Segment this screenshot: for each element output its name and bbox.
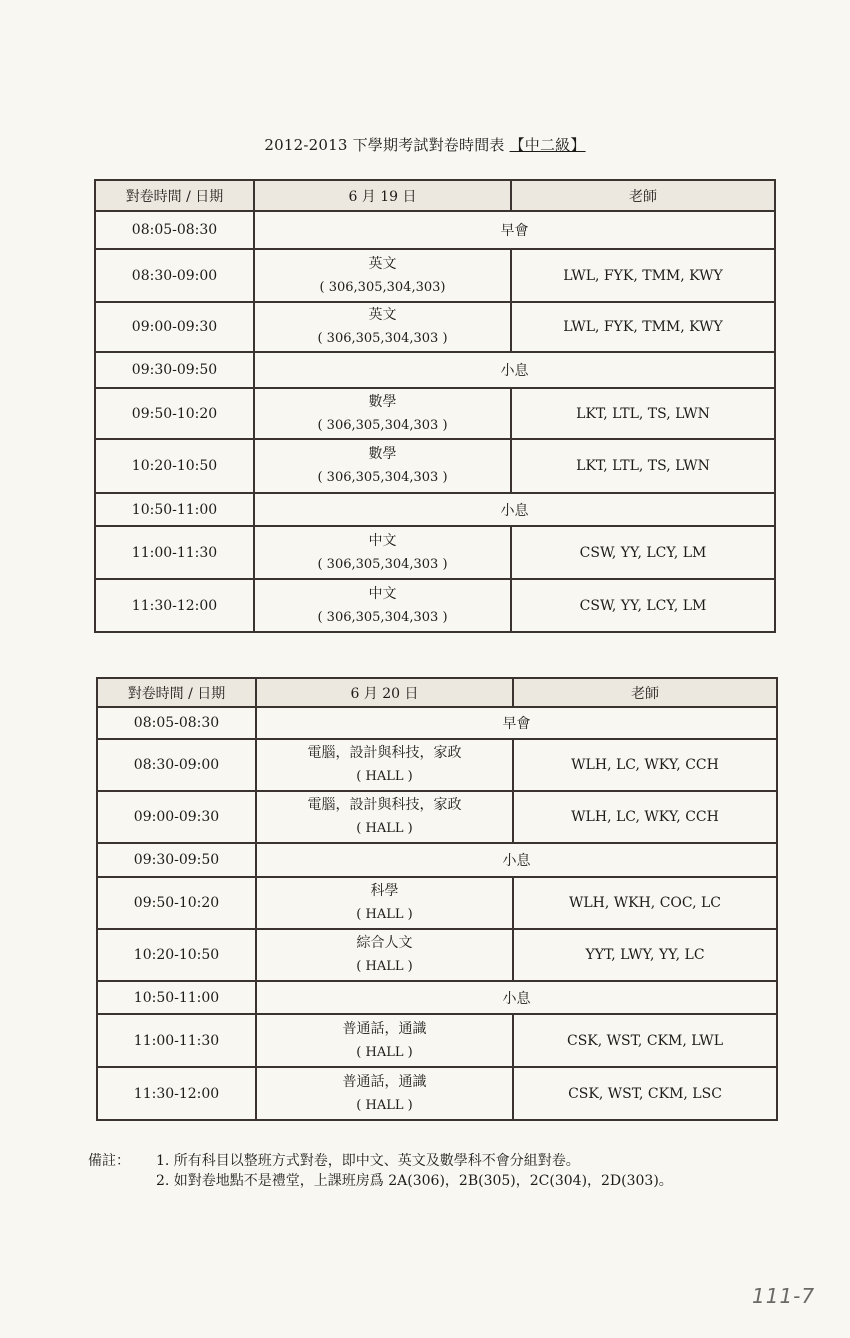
table-row [97,877,777,929]
table-row [97,707,777,739]
table-row [97,1067,777,1120]
handwritten-page-number: 111-7 [752,1284,816,1308]
break-cell: 早會 [254,211,775,249]
schedule-table-day2 [96,677,778,1121]
teacher-cell: LKT, LTL, TS, LWN [511,439,775,493]
table-header-row [97,678,777,707]
schedule-table-day1 [94,179,776,633]
subject-room: ( HALL ) [356,769,413,784]
subject-name: 電腦，設計與科技，家政 [307,745,462,761]
break-cell: 小息 [256,981,777,1014]
time-cell: 10:50-11:00 [97,981,256,1014]
subject-name: 綜合人文 [356,935,413,951]
subject-room: ( HALL ) [356,1097,413,1113]
teacher-cell: CSK, WST, CKM, LSC [513,1067,777,1120]
teacher-cell: WLH, LC, WKY, CCH [513,791,777,843]
time-cell: 08:30-09:00 [95,249,254,302]
table-row [95,439,775,493]
table-row [97,929,777,981]
table-row [95,249,775,302]
table-row [97,843,777,877]
break-cell: 小息 [256,843,777,877]
time-cell: 11:30-12:00 [95,579,254,632]
header-date: 6 月 20 日 [256,678,513,707]
header-time-date: 對卷時間 / 日期 [97,678,256,707]
subject-cell [256,1014,513,1067]
subject-name: 普通話，通識 [342,1073,427,1090]
break-cell: 小息 [254,493,775,526]
table-row [95,526,775,579]
table-row [97,981,777,1014]
teacher-cell: WLH, LC, WKY, CCH [513,739,777,791]
teacher-cell: CSW, YY, LCY, LM [511,579,775,632]
subject-name: 數學 [368,446,397,462]
notes-label: 備註： [88,1153,130,1169]
teacher-cell: YYT, LWY, YY, LC [513,929,777,981]
table-row [95,211,775,249]
subject-room: ( HALL ) [356,821,413,836]
time-cell: 08:30-09:00 [97,739,256,791]
subject-cell [256,877,513,929]
subject-room: ( 306,305,304,303 ) [317,556,448,572]
subject-name: 科學 [370,883,399,899]
time-cell: 09:30-09:50 [95,352,254,388]
subject-cell [254,439,511,493]
table-row [95,388,775,439]
subject-name: 中文 [368,585,397,602]
subject-name: 電腦，設計與科技，家政 [307,797,462,813]
subject-room: ( 306,305,304,303 ) [317,417,448,433]
table-row [97,791,777,843]
subject-name: 中文 [368,532,397,549]
teacher-cell: WLH, WKH, COC, LC [513,877,777,929]
table-row [95,302,775,352]
subject-cell [254,249,511,302]
table-row [95,493,775,526]
time-cell: 08:05-08:30 [95,211,254,249]
subject-name: 英文 [368,255,397,272]
subject-name: 英文 [368,307,397,323]
subject-cell [256,739,513,791]
time-cell: 11:00-11:30 [95,526,254,579]
teacher-cell: CSK, WST, CKM, LWL [513,1014,777,1067]
header-date: 6 月 19 日 [254,180,511,211]
teacher-cell: CSW, YY, LCY, LM [511,526,775,579]
subject-name: 普通話，通識 [342,1020,427,1037]
header-teacher: 老師 [513,678,777,707]
time-cell: 09:00-09:30 [95,302,254,352]
subject-room: ( 306,305,304,303 ) [317,331,448,346]
subject-cell [256,791,513,843]
note-item-1: 1. 所有科目以整班方式對卷，即中文、英文及數學科不會分組對卷。 [156,1153,580,1169]
subject-room: ( HALL ) [356,959,413,974]
time-cell: 08:05-08:30 [97,707,256,739]
subject-cell [254,579,511,632]
time-cell: 10:50-11:00 [95,493,254,526]
subject-cell [254,302,511,352]
break-cell: 早會 [256,707,777,739]
time-cell: 09:50-10:20 [97,877,256,929]
teacher-cell: LWL, FYK, TMM, KWY [511,249,775,302]
page-title [0,134,850,155]
subject-cell [256,1067,513,1120]
subject-cell [256,929,513,981]
break-cell: 小息 [254,352,775,388]
subject-room: ( 306,305,304,303 ) [317,609,448,625]
time-cell: 09:30-09:50 [97,843,256,877]
subject-name: 數學 [368,393,397,410]
subject-room: ( HALL ) [356,1044,413,1060]
title-grade: 【中二級】 [509,136,586,154]
teacher-cell: LWL, FYK, TMM, KWY [511,302,775,352]
title-text: 2012-2013 下學期考試對卷時間表 [264,136,505,154]
header-teacher: 老師 [511,180,775,211]
subject-room: ( 306,305,304,303 ) [317,470,448,485]
teacher-cell: LKT, LTL, TS, LWN [511,388,775,439]
table-header-row [95,180,775,211]
time-cell: 10:20-10:50 [95,439,254,493]
table-row [97,1014,777,1067]
subject-cell [254,388,511,439]
time-cell: 10:20-10:50 [97,929,256,981]
time-cell: 11:00-11:30 [97,1014,256,1067]
note-item-2: 2. 如對卷地點不是禮堂，上課班房爲 2A(306)，2B(305)，2C(304)，2D(303)。 [156,1173,673,1189]
table-row [95,579,775,632]
subject-room: ( HALL ) [356,907,413,922]
table-row [97,739,777,791]
subject-room: ( 306,305,304,303) [319,279,446,295]
time-cell: 09:00-09:30 [97,791,256,843]
header-time-date: 對卷時間 / 日期 [95,180,254,211]
subject-cell [254,526,511,579]
time-cell: 09:50-10:20 [95,388,254,439]
time-cell: 11:30-12:00 [97,1067,256,1120]
table-row [95,352,775,388]
